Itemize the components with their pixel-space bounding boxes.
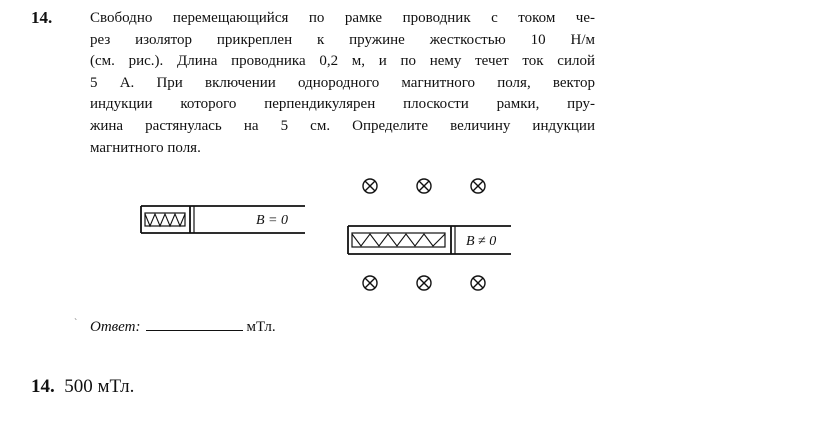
- solution-value: 500 мТл.: [64, 376, 135, 397]
- answer-blank: [146, 316, 243, 331]
- field-into-page-icon: [363, 179, 377, 193]
- field-into-page-icon: [363, 276, 377, 290]
- answer-line: [90, 316, 276, 336]
- solution-number: 14.: [31, 376, 55, 397]
- problem-line-3: (см. рис.). Длина проводника 0,2 м, и по нему течет ток силой: [90, 53, 595, 70]
- answer-label: Ответ:: [90, 319, 141, 335]
- field-into-page-icon: [471, 276, 485, 290]
- problem-line-2: рез изолятор прикреплен к пружине жесткостью 10 Н/м: [90, 31, 595, 48]
- problem-line-1: Свободно перемещающийся по рамке проводник с током че-: [90, 10, 595, 26]
- field-into-page-icon: [417, 276, 431, 290]
- problem-line-4: 5 А. При включении однородного магнитного поля, вектор: [90, 74, 595, 91]
- problem-number: 14.: [31, 8, 53, 27]
- field-into-page-icon: [471, 179, 485, 193]
- problem-line-7: магнитного поля.: [90, 139, 201, 156]
- right-spring-coil: [352, 234, 445, 246]
- left-field-label: B = 0: [256, 213, 288, 228]
- right-field-label: B ≠ 0: [466, 234, 497, 249]
- answer-unit: мТл.: [246, 319, 276, 335]
- left-spring-coil: [145, 214, 185, 226]
- problem-line-6: жина растянулась на 5 см. Определите величину индукции: [90, 117, 595, 134]
- stray-mark: `: [74, 318, 78, 329]
- field-into-page-icon: [417, 179, 431, 193]
- problem-line-5: индукции которого перпендикулярен плоскости рамки, пру-: [90, 96, 595, 113]
- solution-line: [31, 376, 134, 398]
